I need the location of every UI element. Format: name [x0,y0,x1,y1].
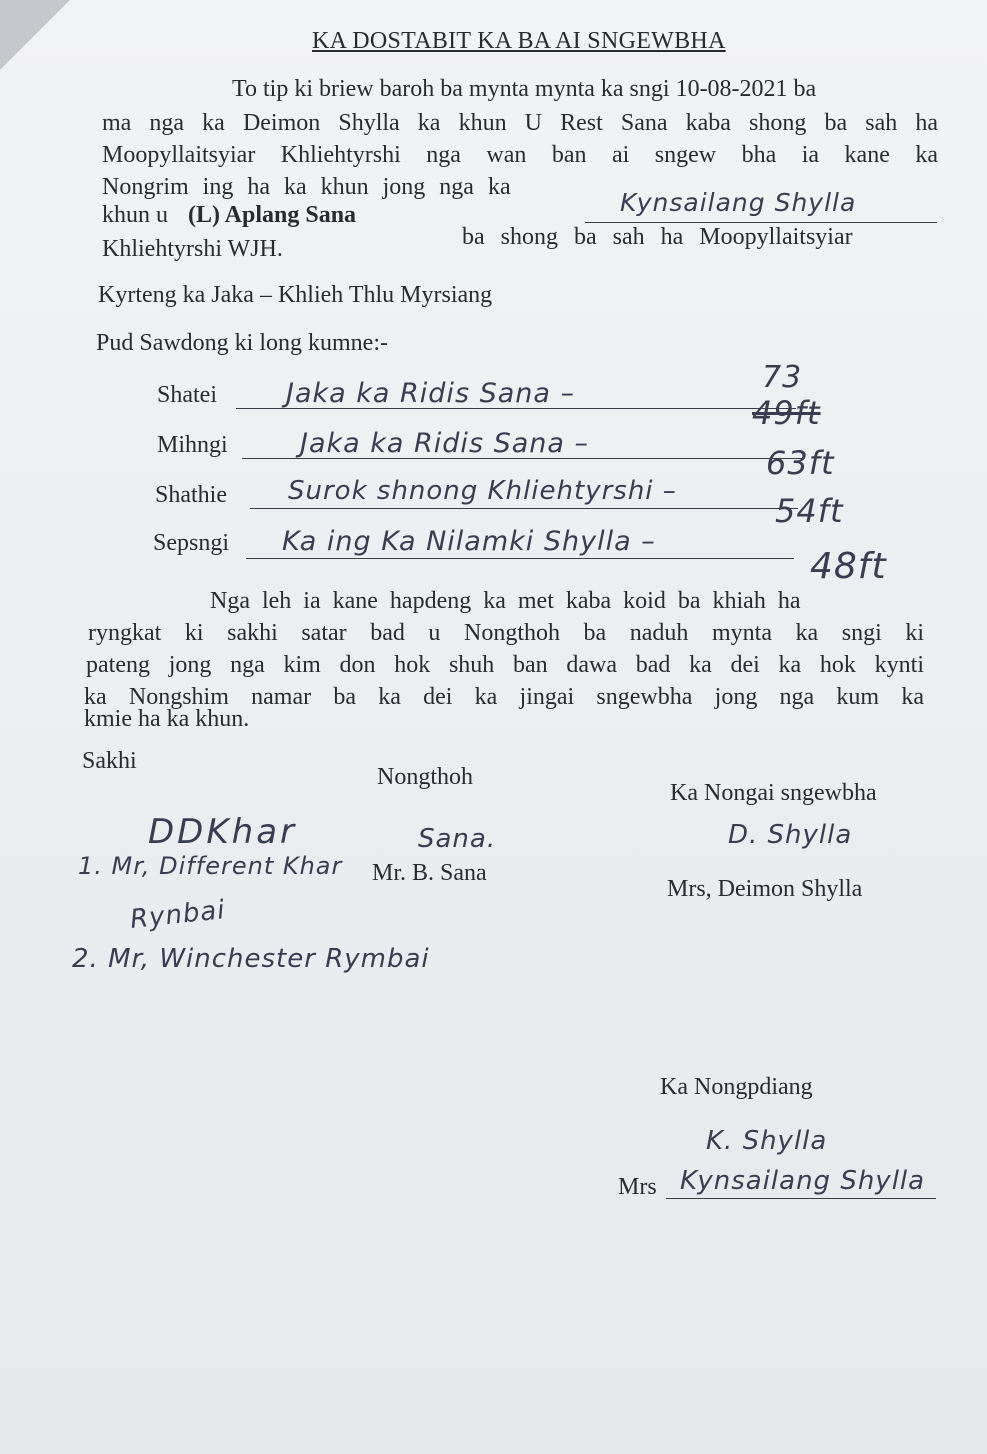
receiver-label: Ka Nongpdiang [660,1074,813,1100]
writer-label: Nongthoh [377,764,473,790]
boundary-value-east: Jaka ka Ridis Sana – [300,428,590,459]
boundary-underline-west [250,508,798,509]
intro-line-5-prefix: khun u [102,202,168,228]
boundary-measure-west: 54ft [775,492,844,530]
boundary-label-south: Sepsngi [153,530,230,556]
boundary-label-west: Shathie [155,482,227,508]
receiver-underline [666,1198,936,1199]
beneficiary-handwritten: Kynsailang Shylla [620,188,857,217]
donor-name: Mrs, Deimon Shylla [667,876,863,902]
receiver-signature: K. Shylla [706,1126,828,1156]
receiver-name: Kynsailang Shylla [680,1166,926,1196]
witness-1-name: 1. Mr, Different Khar [78,852,343,880]
witness-2-signature: Rynbai [128,895,227,935]
witnesses-label: Sakhi [82,748,137,774]
boundary-measure-east: 63ft [766,444,835,482]
father-name: (L) Aplang Sana [188,202,357,228]
boundary-measure-north: 49ft [752,394,821,432]
donor-label: Ka Nongai sngewbha [670,780,877,806]
declaration-line-1: Nga leh ia kane hapdeng ka met kaba koid ba khiah ha [210,588,801,614]
declaration-line-5: kmie ha ka khun. [84,706,250,732]
intro-line-1: To tip ki briew baroh ba mynta mynta ka sngi 10-08-2021 ba [232,76,817,102]
measure-correction: 73 [762,360,803,395]
intro-line-4: Nongrim ing ha ka khun jong nga ka [102,174,511,200]
receiver-prefix: Mrs [618,1174,657,1200]
declaration-line-3: pateng jong nga kim don hok shuh ban dawa bad ka dei ka hok kynti [86,652,924,678]
document-title: KA DOSTABIT KA BA AI SNGEWBHA [312,28,726,54]
intro-line-5-start [102,202,356,228]
boundary-label-north: Shatei [157,382,217,408]
donor-signature: D. Shylla [728,820,853,850]
land-name: Kyrteng ka Jaka – Khlieh Thlu Myrsiang [98,282,493,308]
folded-corner [0,0,70,70]
intro-line-5-end: ba shong ba sah ha Moopyllaitsyiar [462,224,853,250]
writer-signature: Sana. [418,824,497,854]
declaration-line-2: ryngkat ki sakhi satar bad u Nongthoh ba naduh mynta ka sngi ki [88,620,924,646]
beneficiary-underline [585,222,937,223]
boundary-value-west: Surok shnong Khliehtyrshi – [288,476,677,506]
writer-name: Mr. B. Sana [372,860,487,886]
witness-2-name: 2. Mr, Winchester Rymbai [72,944,430,974]
intro-line-6: Khliehtyrshi WJH. [102,236,283,262]
boundary-label-east: Mihngi [157,432,228,458]
boundary-value-south: Ka ing Ka Nilamki Shylla – [282,526,656,557]
intro-line-3: Moopyllaitsyiar Khliehtyrshi nga wan ban ai sngew bha ia kane ka [102,142,938,168]
boundaries-heading: Pud Sawdong ki long kumne:- [96,330,388,356]
boundary-underline-south [246,558,794,559]
boundary-value-north: Jaka ka Ridis Sana – [286,378,576,409]
declaration-line-4: ka Nongshim namar ba ka dei ka jingai sngewbha jong nga kum ka [84,684,924,710]
intro-line-2: ma nga ka Deimon Shylla ka khun U Rest Sana kaba shong ba sah ha [102,110,938,136]
witness-1-signature: DDKhar [148,812,298,852]
boundary-measure-south: 48ft [810,546,887,587]
